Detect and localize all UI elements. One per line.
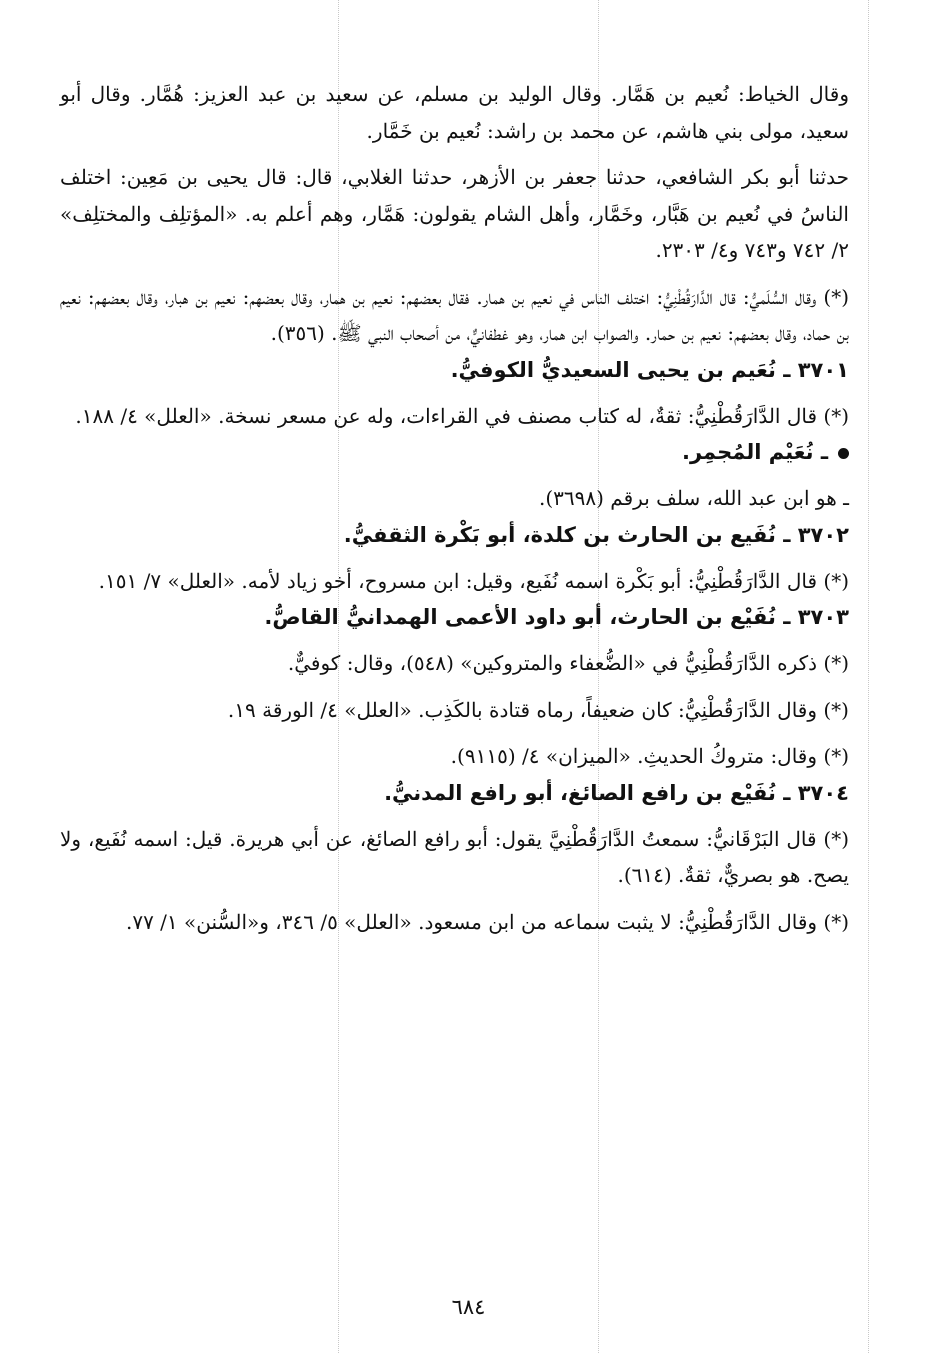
paragraph: (*) وقال السُّلَميُّ: قال الدَّارَقُطْنِيُّ: اختلف الناس في نعيم بن همار. فقال بعضهم: نعيم بن همار، وقال بعضهم: نعيم بن هبار، وقال بعضهم: نعيم بن حماد، وقال بعضهم: نعيم بن حمار. والصواب ابن همار، وهو غطفانيٌّ، من أصحاب النبي ﷺ. (٣٥٦). bbox=[60, 284, 849, 345]
bullet-icon bbox=[838, 448, 849, 459]
entry-heading bbox=[60, 434, 849, 470]
paragraph: (*) وقال الدَّارَقُطْنِيُّ: كان ضعيفاً، رماه قتادة بالكَذِب. «العلل» ٤/ الورقة ١٩. bbox=[227, 697, 849, 722]
page-body bbox=[60, 76, 849, 940]
entry-heading-text: ـ نُعَيْم المُجمِر. bbox=[682, 440, 828, 464]
page-number: ٦٨٤ bbox=[451, 1295, 486, 1319]
paragraph: (*) قال البَرْقَانيُّ: سمعتُ الدَّارَقُطْنِيَّ يقول: أبو رافع الصائغ، عن أبي هريرة. قيل: اسمه نُفَيع، ولا يصح. هو بصريٌّ، ثقةٌ. (٦١٤). bbox=[60, 826, 849, 887]
paragraph: ـ هو ابن عبد الله، سلف برقم (٣٦٩٨). bbox=[538, 486, 849, 510]
paragraph: (*) ذكره الدَّارَقُطْنِيُّ في «الضُّعفاء والمتروكين» (٥٤٨)، وقال: كوفيٌّ. bbox=[287, 651, 849, 675]
paragraph: (*) قال الدَّارَقُطْنِيُّ: ثقةٌ، له كتاب مصنف في القراءات، وله عن مسعر نسخة. «العلل» ٤/ ١٨٨. bbox=[75, 403, 849, 428]
entry-heading: ٣٧٠٤ ـ نُفَيْع بن رافع الصائغ، أبو رافع المدنيُّ. bbox=[384, 780, 849, 805]
paragraph: (*) وقال الدَّارَقُطْنِيُّ: لا يثبت سماعه من ابن مسعود. «العلل» ٥/ ٣٤٦، و«السُّنن» ١/ ٧٧. bbox=[125, 909, 849, 934]
entry-heading: ٣٧٠٣ ـ نُفَيْع بن الحارث، أبو داود الأعمى الهمدانيُّ القاصُّ. bbox=[264, 605, 849, 629]
entry-heading: ٣٧٠١ ـ نُعَيم بن يحيى السعيديُّ الكوفيُّ. bbox=[450, 357, 849, 382]
paragraph: وقال الخياط: نُعيم بن هَمَّار. وقال الوليد بن مسلم، عن سعيد بن عبد العزيز: هُمَّار. وقال أبو سعيد، مولى بني هاشم، عن محمد بن راشد: نُعيم بن خَمَّار. bbox=[60, 82, 849, 143]
entry-heading: ٣٧٠٢ ـ نُفَيع بن الحارث بن كلدة، أبو بَكْرة الثقفيُّ. bbox=[343, 522, 849, 547]
paragraph: (*) وقال: متروكُ الحديثِ. «الميزان» ٤/ (٩١١٥). bbox=[450, 744, 849, 768]
scan-artifact-line bbox=[868, 0, 869, 1353]
paragraph: حدثنا أبو بكر الشافعي، حدثنا جعفر بن الأزهر، حدثنا الغلابي، قال: قال يحيى بن مَعِين: اختلف الناسُ في نُعيم بن هَبَّار، وخَمَّار، وأهل الشام يقولون: هَمَّار، وهم أعلم به. «المؤتلِف والمختلِف» ٢/ ٧٤٢ و٧٤٣ و٤/ ٢٣٠٣. bbox=[60, 165, 849, 262]
paragraph: (*) قال الدَّارَقُطْنِيُّ: أبو بَكْرة اسمه نُفَيع، وقيل: ابن مسروح، أخو زياد لأمه. «العلل» ٧/ ١٥١. bbox=[98, 568, 849, 593]
